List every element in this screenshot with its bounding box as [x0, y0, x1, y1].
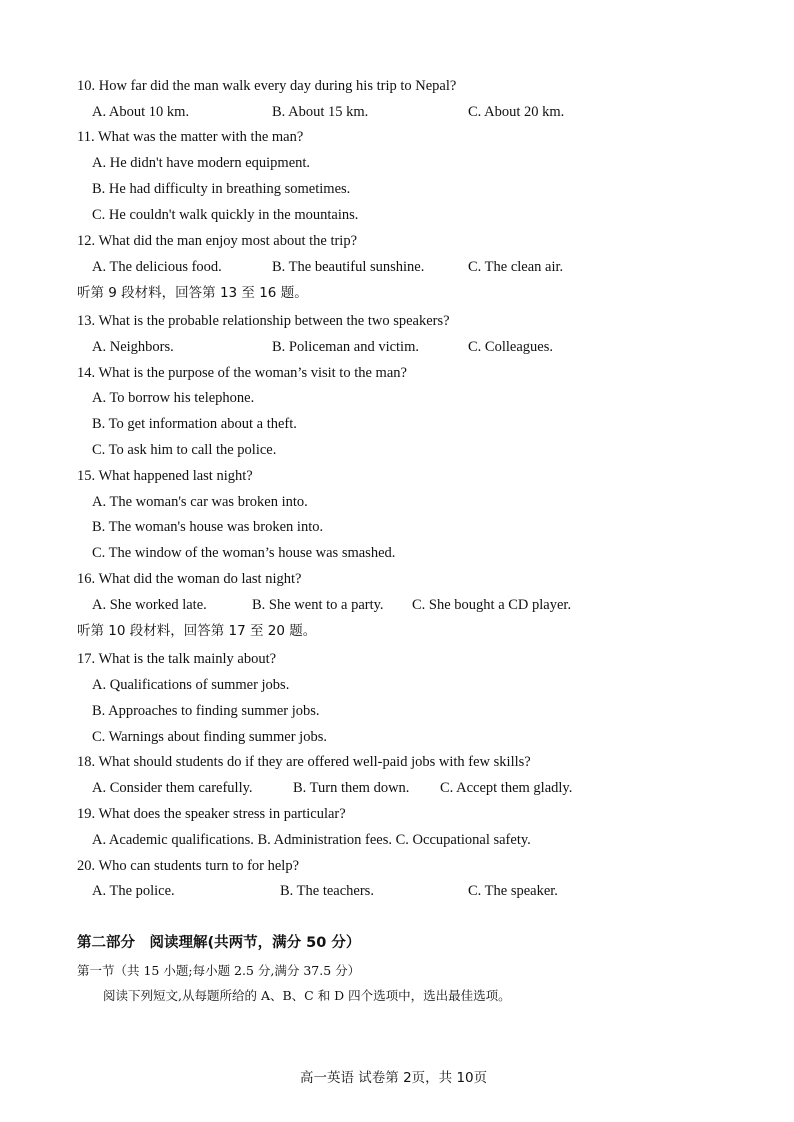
instruction-material-10: 听第 10 段材料，回答第 17 至 20 题。: [77, 623, 317, 639]
question-11-stem: 11. What was the matter with the man?: [77, 129, 304, 145]
question-16-option-b: B. She went to a party.: [252, 597, 384, 613]
question-17-option-a: A. Qualifications of summer jobs.: [92, 677, 290, 693]
question-13-stem: 13. What is the probable relationship between the two speakers?: [77, 313, 450, 329]
part2-directions: 阅读下列短文,从每题所给的 A、B、C 和 D 四个选项中，选出最佳选项。: [103, 988, 511, 1003]
question-12-option-b: B. The beautiful sunshine.: [272, 259, 425, 275]
question-15-option-b: B. The woman's house was broken into.: [92, 519, 324, 535]
question-19-options: A. Academic qualifications. B. Administration fees. C. Occupational safety.: [92, 832, 531, 848]
question-17-option-c: C. Warnings about finding summer jobs.: [92, 729, 327, 745]
question-10-option-c: C. About 20 km.: [468, 104, 565, 120]
question-11-option-b: B. He had difficulty in breathing sometimes.: [92, 181, 351, 197]
question-18-option-c: C. Accept them gladly.: [440, 780, 573, 796]
question-19-stem: 19. What does the speaker stress in particular?: [77, 806, 346, 822]
part2-section1-heading: 第一节（共 15 小题;每小题 2.5 分,满分 37.5 分）: [77, 963, 361, 978]
question-17-option-b: B. Approaches to finding summer jobs.: [92, 703, 320, 719]
question-14-option-a: A. To borrow his telephone.: [92, 390, 255, 406]
question-13-option-b: B. Policeman and victim.: [272, 339, 419, 355]
part2-title: 第二部分 阅读理解(共两节，满分 50 分）: [77, 935, 361, 951]
question-20-option-c: C. The speaker.: [468, 883, 558, 899]
question-12-option-a: A. The delicious food.: [92, 259, 222, 275]
question-11-option-c: C. He couldn't walk quickly in the mountains.: [92, 207, 359, 223]
question-14-option-c: C. To ask him to call the police.: [92, 442, 277, 458]
instruction-material-9: 听第 9 段材料，回答第 13 至 16 题。: [77, 285, 308, 301]
question-10-option-b: B. About 15 km.: [272, 104, 369, 120]
question-10-option-a: A. About 10 km.: [92, 104, 190, 120]
question-15-option-a: A. The woman's car was broken into.: [92, 494, 308, 510]
question-14-stem: 14. What is the purpose of the woman’s visit to the man?: [77, 365, 407, 381]
question-13-option-a: A. Neighbors.: [92, 339, 174, 355]
question-15-option-c: C. The window of the woman’s house was smashed.: [92, 545, 396, 561]
question-13-option-c: C. Colleagues.: [468, 339, 553, 355]
question-11-option-a: A. He didn't have modern equipment.: [92, 155, 311, 171]
question-16-stem: 16. What did the woman do last night?: [77, 571, 302, 587]
question-17-stem: 17. What is the talk mainly about?: [77, 651, 277, 667]
question-14-option-b: B. To get information about a theft.: [92, 416, 297, 432]
question-20-stem: 20. Who can students turn to for help?: [77, 858, 300, 874]
question-16-option-c: C. She bought a CD player.: [412, 597, 572, 613]
question-20-option-b: B. The teachers.: [280, 883, 374, 899]
question-18-option-b: B. Turn them down.: [293, 780, 410, 796]
question-10-stem: 10. How far did the man walk every day during his trip to Nepal?: [77, 78, 457, 94]
question-20-option-a: A. The police.: [92, 883, 175, 899]
question-18-stem: 18. What should students do if they are offered well-paid jobs with few skills?: [77, 754, 531, 770]
question-12-option-c: C. The clean air.: [468, 259, 564, 275]
question-12-stem: 12. What did the man enjoy most about the trip?: [77, 233, 358, 249]
question-15-stem: 15. What happened last night?: [77, 468, 253, 484]
page-footer: 高一英语 试卷第 2页，共 10页: [300, 1070, 488, 1086]
question-18-option-a: A. Consider them carefully.: [92, 780, 253, 796]
question-16-option-a: A. She worked late.: [92, 597, 207, 613]
